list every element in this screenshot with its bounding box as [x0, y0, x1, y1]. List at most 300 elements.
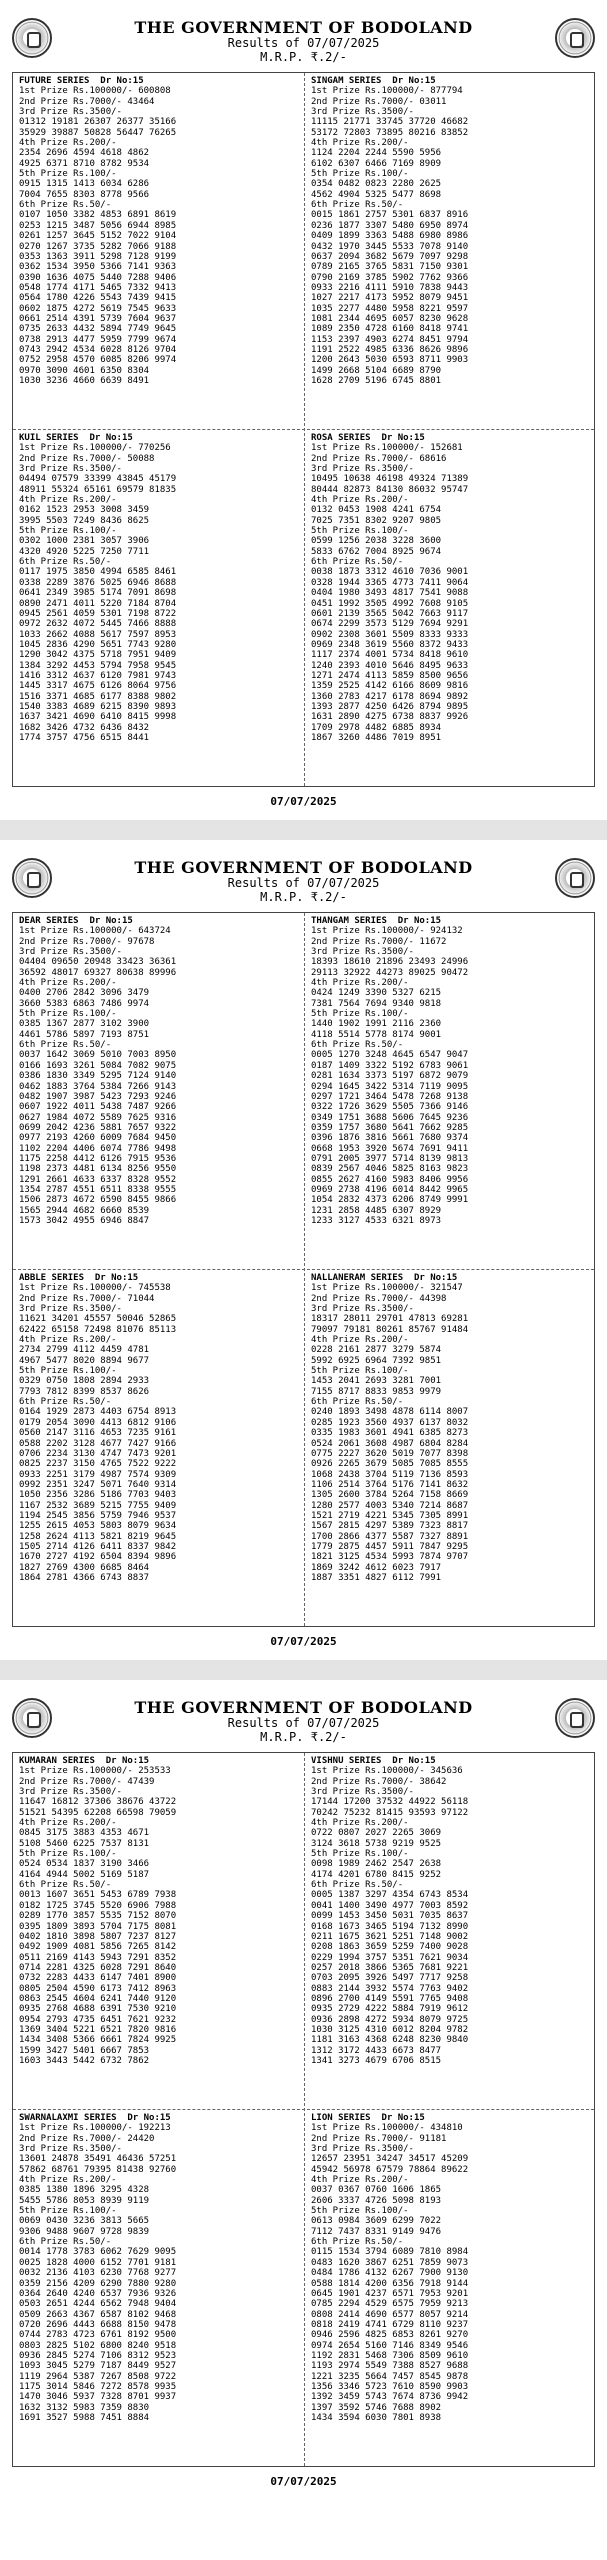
result-line: 0329 0750 1808 2894 2933: [19, 1376, 150, 1387]
result-line: 0396 1876 3816 5661 7680 9374: [311, 1133, 469, 1144]
result-line: 1221 3235 5664 7457 8545 9878: [311, 2371, 469, 2382]
result-line: 6th Prize Rs.50/-: [311, 1880, 404, 1891]
result-line: 0720 2696 4443 6688 8150 9478: [19, 2319, 177, 2330]
result-line: 5455 5786 8053 8939 9119: [19, 2195, 150, 2206]
result-line: 3rd Prize Rs.3500/-: [19, 107, 122, 118]
result-line: 4th Prize Rs.200/-: [19, 2175, 117, 2186]
result-line: 1434 3594 6030 7801 8938: [311, 2412, 442, 2423]
result-line: 4th Prize Rs.200/-: [19, 1818, 117, 1829]
result-line: 0400 2706 2842 3096 3479: [19, 988, 150, 999]
result-line: 4562 4904 5325 5477 8698: [311, 189, 442, 200]
result-line: 0509 2663 4367 6587 8102 9468: [19, 2309, 177, 2320]
result-line: 0503 2651 4244 6562 7948 9404: [19, 2299, 177, 2310]
result-line: 1356 3346 5723 7610 8590 9903: [311, 2381, 469, 2392]
result-line: 6th Prize Rs.50/-: [19, 557, 112, 568]
results-date: Results of 07/07/2025: [227, 876, 380, 890]
result-line: 0229 1994 3757 5351 7621 9034: [311, 1952, 469, 1963]
result-line: 0390 1636 4075 5440 7288 9406: [19, 272, 177, 283]
footer-date: 07/07/2025: [270, 2475, 337, 2488]
result-line: 0240 1893 3498 4878 6114 8007: [311, 1407, 469, 1418]
result-line: 1st Prize Rs.100000/- 770256: [19, 443, 171, 454]
result-line: 0969 2348 3619 5560 8372 9433: [311, 639, 469, 650]
result-line: 0409 1899 3363 5488 6980 8986: [311, 231, 469, 242]
result-line: 3rd Prize Rs.3500/-: [19, 1304, 122, 1315]
result-line: 1505 2714 4126 6411 8337 9842: [19, 1541, 177, 1552]
result-line: 0302 1000 2381 3057 3906: [19, 536, 150, 547]
result-line: 1030 3125 4310 6012 8204 9782: [311, 2024, 469, 2035]
result-line: 3995 5503 7249 8436 8625: [19, 515, 150, 526]
result-line: 1st Prize Rs.100000/- 192213: [19, 2123, 171, 2134]
result-line: 4164 4944 5002 5169 5187: [19, 1869, 150, 1880]
result-line: 3rd Prize Rs.3500/-: [19, 2144, 122, 2155]
result-line: 1506 2873 4672 6590 8455 9866: [19, 1195, 177, 1206]
result-line: 4th Prize Rs.200/-: [19, 1335, 117, 1346]
result-line: 0349 1751 3688 5606 7645 9236: [311, 1112, 469, 1123]
result-line: 1st Prize Rs.100000/- 924132: [311, 926, 463, 937]
result-line: 7793 7812 8399 8537 8626: [19, 1386, 150, 1397]
result-line: 0706 2234 3130 4747 7473 9201: [19, 1448, 177, 1459]
result-line: 1st Prize Rs.100000/- 345636: [311, 1766, 463, 1777]
result-line: 3660 5383 6863 7486 9974: [19, 998, 150, 1009]
result-line: 0270 1267 3735 5282 7066 9188: [19, 241, 177, 252]
mrp-price: M.R.P. ₹.2/-: [260, 50, 347, 64]
mrp-price: M.R.P. ₹.2/-: [260, 890, 347, 904]
result-line: 1628 2709 5196 6745 8801: [311, 375, 442, 386]
result-line: 2nd Prize Rs.7000/- 97678: [19, 936, 155, 947]
result-line: 1393 2877 4250 6426 8794 9895: [311, 701, 469, 712]
result-line: 0945 2561 4059 5301 7198 8722: [19, 608, 177, 619]
result-line: 5th Prize Rs.100/-: [311, 526, 409, 537]
result-line: 1271 2474 4113 5859 8500 9656: [311, 670, 469, 681]
result-line: 0432 1970 3445 5533 7078 9140: [311, 241, 469, 252]
result-line: 1191 2522 4985 6336 8626 9896: [311, 344, 469, 355]
result-line: 3rd Prize Rs.3500/-: [311, 107, 414, 118]
result-line: 1200 2643 5030 6593 8711 9903: [311, 355, 469, 366]
result-line: 0335 1983 3601 4941 6385 8273: [311, 1428, 469, 1439]
result-line: 1117 2374 4001 5734 8418 9610: [311, 650, 469, 661]
result-line: 0977 2193 4260 6009 7684 9450: [19, 1133, 177, 1144]
result-line: 6th Prize Rs.50/-: [311, 2237, 404, 2248]
result-line: 0588 2202 3128 4677 7427 9166: [19, 1438, 177, 1449]
result-line: 62422 65158 72498 81076 85113: [19, 1324, 177, 1335]
result-line: 1821 3125 4534 5993 7874 9707: [311, 1552, 469, 1563]
footer-date: 07/07/2025: [270, 795, 337, 808]
result-line: 1027 2217 4173 5952 8079 9451: [311, 293, 469, 304]
result-line: 1369 3404 5221 6521 7820 9816: [19, 2024, 177, 2035]
result-line: 1st Prize Rs.100000/- 321547: [311, 1283, 463, 1294]
result-line: 1631 2890 4275 6738 8837 9926: [311, 712, 469, 723]
result-line: 0041 1400 3490 4977 7003 8592: [311, 1900, 469, 1911]
mrp-price: M.R.P. ₹.2/-: [260, 1730, 347, 1744]
result-line: 0099 1453 3450 5031 7035 8637: [311, 1911, 469, 1922]
result-line: 4th Prize Rs.200/-: [311, 978, 409, 989]
result-line: 3rd Prize Rs.3500/-: [19, 947, 122, 958]
result-line: 0228 2161 2877 3279 5874: [311, 1345, 442, 1356]
result-line: 1054 2832 4373 6206 8749 9991: [311, 1195, 469, 1206]
result-line: 2nd Prize Rs.7000/- 71044: [19, 1293, 155, 1304]
result-line: 1691 3527 5988 7451 8884: [19, 2412, 150, 2423]
result-line: 0703 2095 3926 5497 7717 9258: [311, 1973, 469, 1984]
result-line: 1045 2836 4290 5651 7743 9280: [19, 639, 177, 650]
series-heading: KUIL SERIES Dr No:15: [19, 433, 133, 443]
result-line: 0935 2729 4222 5884 7919 9612: [311, 2004, 469, 2015]
result-line: 0297 1721 3464 5478 7268 9138: [311, 1091, 469, 1102]
result-line: 1175 3014 5846 7272 8578 9935: [19, 2381, 177, 2392]
result-line: 3rd Prize Rs.3500/-: [311, 1304, 414, 1315]
result-line: 1st Prize Rs.100000/- 434810: [311, 2123, 463, 2134]
result-line: 0168 1673 3465 5194 7132 8990: [311, 1921, 469, 1932]
result-line: 1st Prize Rs.100000/- 877794: [311, 86, 463, 97]
result-line: 0661 2514 4391 5739 7604 9637: [19, 313, 177, 324]
result-line: 0607 1922 4011 5438 7487 9266: [19, 1102, 177, 1113]
result-line: 4th Prize Rs.200/-: [311, 1335, 409, 1346]
result-line: 7112 7437 8331 9149 9476: [311, 2226, 442, 2237]
result-line: 0803 2825 5102 6800 8240 9518: [19, 2340, 177, 2351]
result-line: 7155 8717 8833 9853 9979: [311, 1386, 442, 1397]
result-line: 3rd Prize Rs.3500/-: [311, 464, 414, 475]
result-line: 0025 1828 4000 6152 7701 9181: [19, 2257, 177, 2268]
result-line: 0032 2136 4103 6230 7768 9277: [19, 2268, 177, 2279]
result-line: 0855 2627 4160 5983 8406 9956: [311, 1174, 469, 1185]
result-line: 1709 2978 4482 6885 8934: [311, 722, 442, 733]
result-line: 1119 2964 5387 7267 8508 9722: [19, 2371, 177, 2382]
result-page-1: [0, 0, 607, 820]
result-line: 2nd Prize Rs.7000/- 68616: [311, 453, 447, 464]
result-line: 4th Prize Rs.200/-: [311, 1818, 409, 1829]
result-line: 0179 2054 3090 4413 6812 9106: [19, 1417, 177, 1428]
result-line: 1359 2525 4142 6166 8609 9816: [311, 681, 469, 692]
result-line: 4967 5477 8020 8894 9677: [19, 1355, 150, 1366]
result-line: 1516 3371 4685 6177 8388 9802: [19, 691, 177, 702]
result-line: 0236 1877 3307 5480 6950 8974: [311, 220, 469, 231]
page-header: [0, 840, 607, 902]
result-line: 0013 1607 3651 5453 6789 7938: [19, 1890, 177, 1901]
result-line: 18393 18610 21896 23493 24996: [311, 957, 469, 968]
result-line: 0253 1215 3487 5056 6944 8985: [19, 220, 177, 231]
series-block: [311, 1273, 594, 1583]
result-line: 0791 2005 3977 5714 8139 9813: [311, 1153, 469, 1164]
result-line: 0164 1929 2873 4403 6754 8913: [19, 1407, 177, 1418]
result-line: 0752 2958 4570 6085 8206 9974: [19, 355, 177, 366]
result-line: 4th Prize Rs.200/-: [311, 138, 409, 149]
result-line: 3rd Prize Rs.3500/-: [311, 2144, 414, 2155]
result-line: 0132 0453 1908 4241 6754: [311, 505, 442, 516]
results-board: [12, 1752, 595, 2467]
result-line: 0890 2471 4011 5220 7184 8704: [19, 598, 177, 609]
result-line: 1305 2600 3784 5264 7158 8669: [311, 1490, 469, 1501]
series-block: [19, 916, 302, 1226]
result-line: 0386 1830 3349 5295 7124 9140: [19, 1071, 177, 1082]
result-line: 5th Prize Rs.100/-: [19, 526, 117, 537]
emblem-seal-icon: [555, 1698, 595, 1738]
result-line: 0738 2913 4477 5959 7799 9674: [19, 334, 177, 345]
result-line: 0257 2018 3866 5365 7681 9221: [311, 1962, 469, 1973]
result-line: 0354 0482 0823 2280 2625: [311, 179, 442, 190]
result-line: 6102 6307 6466 7169 8909: [311, 158, 442, 169]
result-line: 5th Prize Rs.100/-: [19, 2206, 117, 2217]
result-line: 1068 2438 3704 5119 7136 8593: [311, 1469, 469, 1480]
result-line: 4118 5514 5778 8174 9001: [311, 1029, 442, 1040]
series-block: [19, 433, 302, 743]
result-line: 0699 2042 4236 5881 7657 9322: [19, 1122, 177, 1133]
result-line: 0926 2265 3679 5085 7085 8555: [311, 1459, 469, 1470]
series-block: [311, 916, 594, 1226]
page-gap: [0, 1660, 607, 1680]
result-line: 0524 2061 3608 4987 6804 8284: [311, 1438, 469, 1449]
result-line: 1869 3242 4612 6023 7917: [311, 1562, 442, 1573]
result-line: 6th Prize Rs.50/-: [311, 200, 404, 211]
result-line: 4461 5786 5897 7193 8751: [19, 1029, 150, 1040]
result-line: 01312 19181 26307 26377 35166: [19, 117, 177, 128]
result-line: 0970 3090 4601 6350 8304: [19, 365, 150, 376]
result-line: 1637 3421 4690 6410 8415 9998: [19, 712, 177, 723]
result-page-2: [0, 840, 607, 1660]
result-line: 0402 1810 3898 5807 7237 8127: [19, 1931, 177, 1942]
result-line: 0338 2289 3876 5025 6946 8688: [19, 577, 177, 588]
result-line: 1867 3260 4486 7019 8951: [311, 732, 442, 743]
result-line: 1258 2624 4113 5821 8219 9645: [19, 1531, 177, 1542]
result-line: 2734 2799 4112 4459 4781: [19, 1345, 150, 1356]
results-board: [12, 912, 595, 1627]
series-heading: VISHNU SERIES Dr No:15: [311, 1756, 436, 1766]
divider: [304, 73, 305, 786]
page-title: THE GOVERNMENT OF BODOLAND: [134, 18, 473, 37]
result-line: 0166 1693 3261 5084 7082 9075: [19, 1060, 177, 1071]
result-line: 1st Prize Rs.100000/- 745538: [19, 1283, 171, 1294]
result-line: 1175 2258 4412 6126 7915 9536: [19, 1153, 177, 1164]
page-header: [0, 1680, 607, 1742]
result-line: 1290 3042 4375 5718 7951 9409: [19, 650, 177, 661]
series-heading: ROSA SERIES Dr No:15: [311, 433, 425, 443]
result-line: 7381 7564 7694 9340 9818: [311, 998, 442, 1009]
page-title: THE GOVERNMENT OF BODOLAND: [134, 858, 473, 877]
result-line: 1240 2393 4010 5646 8495 9633: [311, 660, 469, 671]
result-line: 5th Prize Rs.100/-: [311, 1849, 409, 1860]
result-line: 2nd Prize Rs.7000/- 47439: [19, 1776, 155, 1787]
result-line: 80444 82873 84130 86032 95747: [311, 484, 469, 495]
result-line: 1050 2356 3286 5186 7703 9403: [19, 1490, 177, 1501]
result-line: 1167 2532 3689 5215 7755 9409: [19, 1500, 177, 1511]
result-line: 0328 1944 3365 4773 7411 9064: [311, 577, 469, 588]
result-line: 1567 2815 4297 5389 7323 8817: [311, 1521, 469, 1532]
result-line: 51521 54395 62208 66598 79059: [19, 1807, 177, 1818]
result-line: 0641 2349 3985 5174 7091 8698: [19, 588, 177, 599]
result-line: 6th Prize Rs.50/-: [311, 1397, 404, 1408]
result-line: 6th Prize Rs.50/-: [311, 1040, 404, 1051]
result-line: 0883 2144 3932 5574 7763 9402: [311, 1983, 469, 1994]
result-line: 1035 2277 4480 5958 8221 9597: [311, 303, 469, 314]
result-line: 48911 55324 65161 69579 81835: [19, 484, 177, 495]
result-line: 1470 3046 5937 7328 8701 9937: [19, 2392, 177, 2403]
result-line: 0560 2147 3116 4653 7235 9161: [19, 1428, 177, 1439]
result-line: 0484 1786 4132 6267 7900 9130: [311, 2268, 469, 2279]
series-heading: DEAR SERIES Dr No:15: [19, 916, 133, 926]
result-line: 0969 2738 4196 6014 8442 9965: [311, 1184, 469, 1195]
result-line: 2nd Prize Rs.7000/- 44398: [311, 1293, 447, 1304]
result-line: 2nd Prize Rs.7000/- 03011: [311, 96, 447, 107]
result-line: 0451 1992 3505 4992 7608 9105: [311, 598, 469, 609]
result-line: 0936 2845 5274 7106 8312 9523: [19, 2350, 177, 2361]
result-line: 1887 3351 4827 6112 7991: [311, 1572, 442, 1583]
result-line: 1124 2204 2244 5590 5956: [311, 148, 442, 159]
page-gap: [0, 820, 607, 840]
result-line: 0818 2419 4741 6729 8110 9237: [311, 2319, 469, 2330]
result-line: 1440 1902 1991 2116 2360: [311, 1019, 442, 1030]
series-heading: KUMARAN SERIES Dr No:15: [19, 1756, 150, 1766]
result-line: 0805 2504 4590 6173 7412 8963: [19, 1983, 177, 1994]
result-line: 45942 56978 67579 78864 89622: [311, 2164, 469, 2175]
result-line: 0548 1774 4171 5465 7332 9413: [19, 282, 177, 293]
result-line: 0117 1975 3850 4994 6585 8461: [19, 567, 177, 578]
result-line: 1827 2769 4300 6685 8464: [19, 1562, 150, 1573]
result-line: 0115 1534 3794 6089 7810 8984: [311, 2247, 469, 2258]
result-line: 0954 2793 4735 6451 7621 9232: [19, 2014, 177, 2025]
results-date: Results of 07/07/2025: [227, 36, 380, 50]
result-line: 0933 2216 4111 5910 7838 9443: [311, 282, 469, 293]
page-header: [0, 0, 607, 62]
results-board: [12, 72, 595, 787]
series-block: [19, 76, 302, 386]
result-line: 1280 2577 4003 5340 7214 8687: [311, 1500, 469, 1511]
result-line: 0915 1315 1413 6034 6286: [19, 179, 150, 190]
result-line: 1033 2662 4088 5617 7597 8953: [19, 629, 177, 640]
result-line: 04494 07579 33399 43845 45179: [19, 474, 177, 485]
result-line: 1st Prize Rs.100000/- 152681: [311, 443, 463, 454]
result-line: 2nd Prize Rs.7000/- 11672: [311, 936, 447, 947]
result-line: 7004 7655 8303 8778 9566: [19, 189, 150, 200]
result-line: 5th Prize Rs.100/-: [19, 1366, 117, 1377]
result-line: 0839 2567 4046 5825 8163 9823: [311, 1164, 469, 1175]
result-line: 3rd Prize Rs.3500/-: [19, 1787, 122, 1798]
result-line: 0037 0367 0760 1606 1865: [311, 2185, 442, 2196]
result-line: 0863 2545 4604 6241 7440 9120: [19, 1993, 177, 2004]
result-line: 4th Prize Rs.200/-: [311, 2175, 409, 2186]
result-line: 0785 2294 4529 6575 7959 9213: [311, 2299, 469, 2310]
result-line: 0588 1814 4200 6356 7918 9144: [311, 2278, 469, 2289]
result-line: 57862 68761 79395 81438 92760: [19, 2164, 177, 2175]
result-line: 0208 1863 3659 5259 7400 9028: [311, 1942, 469, 1953]
series-heading: SWARNALAXMI SERIES Dr No:15: [19, 2113, 171, 2123]
result-line: 1774 3757 4756 6515 8441: [19, 732, 150, 743]
result-line: 1194 2545 3856 5759 7946 9537: [19, 1510, 177, 1521]
result-line: 53172 72803 73895 80216 83852: [311, 127, 469, 138]
result-line: 5th Prize Rs.100/-: [311, 169, 409, 180]
result-line: 1521 2719 4221 5345 7305 8991: [311, 1510, 469, 1521]
result-line: 5th Prize Rs.100/-: [19, 1849, 117, 1860]
result-line: 1632 3132 5983 7359 8830: [19, 2402, 150, 2413]
result-line: 18317 28011 29701 47813 69281: [311, 1314, 469, 1325]
result-line: 11647 16812 37306 38676 43722: [19, 1797, 177, 1808]
result-line: 4th Prize Rs.200/-: [19, 978, 117, 989]
result-line: 0404 1980 3493 4817 7541 9088: [311, 588, 469, 599]
result-line: 9306 9488 9607 9728 9839: [19, 2226, 150, 2237]
result-line: 10495 10638 46198 49324 71389: [311, 474, 469, 485]
result-line: 1341 3273 4679 6706 8515: [311, 2055, 442, 2066]
result-line: 1st Prize Rs.100000/- 643724: [19, 926, 171, 937]
result-line: 04404 09650 20948 33423 36361: [19, 957, 177, 968]
series-block: [19, 2113, 302, 2423]
result-line: 5th Prize Rs.100/-: [19, 1009, 117, 1020]
result-line: 0775 2227 3620 5019 7077 8398: [311, 1448, 469, 1459]
series-heading: THANGAM SERIES Dr No:15: [311, 916, 442, 926]
result-line: 0322 1726 3629 5505 7366 9146: [311, 1102, 469, 1113]
result-line: 70242 75232 81415 93593 97122: [311, 1807, 469, 1818]
result-line: 0162 1523 2953 3008 3459: [19, 505, 150, 516]
result-line: 5th Prize Rs.100/-: [19, 169, 117, 180]
result-line: 1081 2344 4695 6057 8230 9628: [311, 313, 469, 324]
result-line: 1416 3312 4637 6120 7981 9743: [19, 670, 177, 681]
result-line: 1255 2615 4053 5803 8079 9634: [19, 1521, 177, 1532]
result-line: 1193 2974 5549 7388 8527 9688: [311, 2361, 469, 2372]
result-line: 0362 1534 3950 5366 7141 9363: [19, 262, 177, 273]
result-page-3: [0, 1680, 607, 2560]
result-line: 0294 1645 3422 5314 7119 9095: [311, 1081, 469, 1092]
emblem-seal-icon: [555, 18, 595, 58]
divider: [304, 1753, 305, 2466]
result-line: 1434 3408 5366 6661 7824 9925: [19, 2035, 177, 2046]
result-line: 0385 1367 2877 3102 3900: [19, 1019, 150, 1030]
result-line: 0005 1387 3297 4354 6743 8534: [311, 1890, 469, 1901]
result-line: 0492 1909 4081 5856 7265 8142: [19, 1942, 177, 1953]
footer-date: 07/07/2025: [270, 1635, 337, 1648]
series-heading: FUTURE SERIES Dr No:15: [19, 76, 144, 86]
result-line: 6th Prize Rs.50/-: [19, 1880, 112, 1891]
divider: [304, 913, 305, 1626]
result-line: 0281 1634 3373 5197 6872 9079: [311, 1071, 469, 1082]
series-heading: LION SERIES Dr No:15: [311, 2113, 425, 2123]
result-line: 6th Prize Rs.50/-: [19, 1040, 112, 1051]
result-line: 0896 2700 4149 5591 7765 9408: [311, 1993, 469, 2004]
result-line: 1st Prize Rs.100000/- 253533: [19, 1766, 171, 1777]
result-line: 0359 2156 4209 6290 7880 9280: [19, 2278, 177, 2289]
result-line: 0069 0430 3236 3813 5665: [19, 2216, 150, 2227]
result-line: 1603 3443 5442 6732 7862: [19, 2055, 150, 2066]
result-line: 0602 1875 4272 5619 7545 9633: [19, 303, 177, 314]
series-heading: SINGAM SERIES Dr No:15: [311, 76, 436, 86]
result-line: 4th Prize Rs.200/-: [19, 138, 117, 149]
results-date: Results of 07/07/2025: [227, 1716, 380, 1730]
result-line: 6th Prize Rs.50/-: [19, 2237, 112, 2248]
series-block: [311, 433, 594, 743]
result-line: 0936 2898 4272 5934 8079 9725: [311, 2014, 469, 2025]
result-line: 5th Prize Rs.100/-: [311, 1009, 409, 1020]
series-heading: ABBLE SERIES Dr No:15: [19, 1273, 139, 1283]
result-line: 36592 48017 69327 80638 89996: [19, 967, 177, 978]
result-line: 7025 7351 8302 9207 9805: [311, 515, 442, 526]
result-line: 6th Prize Rs.50/-: [19, 1397, 112, 1408]
series-block: [19, 1273, 302, 1583]
result-line: 0014 1778 3783 6062 7629 9095: [19, 2247, 177, 2258]
result-line: 1392 3459 5743 7674 8736 9942: [311, 2392, 469, 2403]
result-line: 1540 3383 4689 6215 8390 9893: [19, 701, 177, 712]
result-line: 4925 6371 8710 8782 9534: [19, 158, 150, 169]
result-line: 0992 2351 3247 5071 7640 9314: [19, 1479, 177, 1490]
result-line: 0645 1901 4237 6571 7953 9201: [311, 2288, 469, 2299]
result-line: 0972 2632 4072 5445 7466 8888: [19, 619, 177, 630]
result-line: 3124 3618 5738 9219 9525: [311, 1838, 442, 1849]
result-line: 1360 2783 4217 6178 8694 9892: [311, 691, 469, 702]
result-line: 3rd Prize Rs.3500/-: [311, 947, 414, 958]
result-line: 2nd Prize Rs.7000/- 43464: [19, 96, 155, 107]
series-block: [311, 76, 594, 386]
result-line: 0714 2281 4325 6028 7291 8640: [19, 1962, 177, 1973]
result-line: 1354 2787 4551 6511 8338 9555: [19, 1184, 177, 1195]
result-line: 1181 3163 4368 6248 8230 9840: [311, 2035, 469, 2046]
result-line: 0902 2308 3601 5509 8333 9333: [311, 629, 469, 640]
result-line: 11115 21771 33745 37720 46682: [311, 117, 469, 128]
result-line: 1682 3426 4732 6436 8432: [19, 722, 150, 733]
result-line: 0732 2283 4433 6147 7401 8900: [19, 1973, 177, 1984]
